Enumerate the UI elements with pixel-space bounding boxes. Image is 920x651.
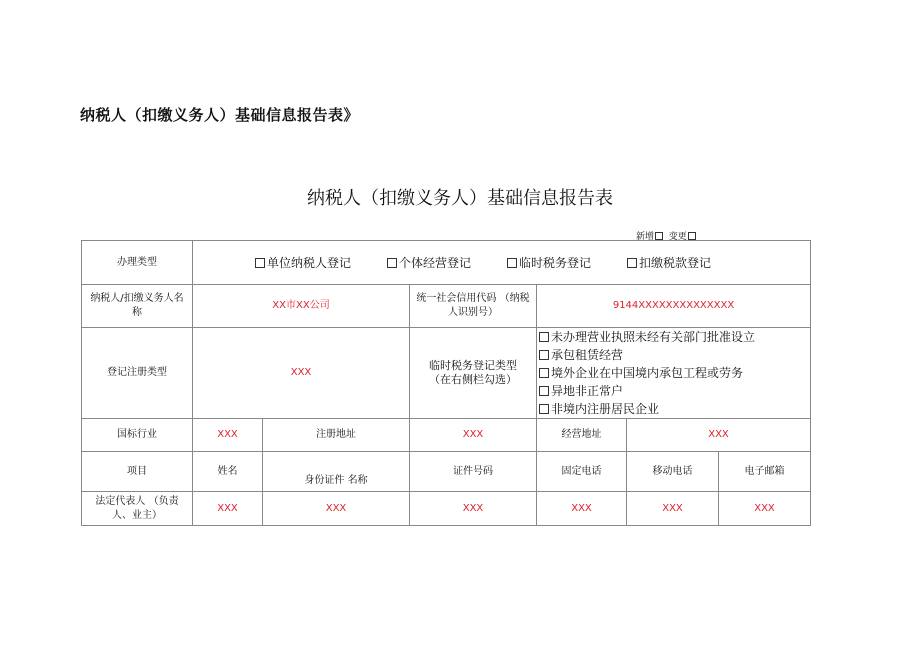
legal-rep-id-type[interactable]: XXX (263, 492, 410, 526)
new-label: 新增 (636, 232, 655, 242)
checkbox-icon[interactable] (387, 258, 397, 268)
credit-code-value[interactable]: 9144XXXXXXXXXXXXXX (537, 285, 811, 328)
header-email: 电子邮箱 (719, 452, 811, 492)
credit-code-label: 统一社会信用代码 （纳税人识别号） (410, 285, 537, 328)
registered-address-label: 注册地址 (263, 419, 410, 452)
taxpayer-name-label: 纳税人/扣缴义务人名称 (82, 285, 193, 328)
checkbox-icon[interactable] (255, 258, 265, 268)
industry-label: 国标行业 (82, 419, 193, 452)
legal-rep-id-number[interactable]: XXX (410, 492, 537, 526)
legal-rep-phone[interactable]: XXX (537, 492, 627, 526)
header-name: 姓名 (193, 452, 263, 492)
checkbox-icon[interactable] (507, 258, 517, 268)
temp-option[interactable]: 异地非正常户 (539, 382, 808, 400)
registration-type-value[interactable]: XXX (193, 328, 410, 419)
temp-option[interactable]: 承包租赁经营 (539, 346, 808, 364)
legal-rep-name[interactable]: XXX (193, 492, 263, 526)
checkbox-icon[interactable] (539, 350, 549, 360)
registration-type-row (82, 328, 811, 419)
change-checkbox[interactable] (688, 232, 696, 240)
industry-row (82, 419, 811, 452)
registration-type-label: 登记注册类型 (82, 328, 193, 419)
form-title: 纳税人（扣缴义务人）基础信息报告表 (307, 188, 613, 209)
document-title: 纳税人（扣缴义务人）基础信息报告表》 (80, 106, 360, 124)
header-item: 项目 (82, 452, 193, 492)
temp-registration-type-label: 临时税务登记类型 （在右侧栏勾选） (410, 328, 537, 419)
header-row (82, 452, 811, 492)
option-temporary-registration[interactable]: 临时税务登记 (507, 256, 591, 270)
checkbox-icon[interactable] (539, 404, 549, 414)
temp-registration-options (537, 328, 811, 419)
legal-rep-label: 法定代表人 （负责人、业主） (82, 492, 193, 526)
option-unit-taxpayer[interactable]: 单位纳税人登记 (255, 256, 351, 270)
handling-type-label: 办理类型 (82, 241, 193, 285)
temp-option[interactable]: 未办理营业执照未经有关部门批准设立 (539, 328, 808, 346)
option-withholding-registration[interactable]: 扣缴税款登记 (627, 256, 711, 270)
legal-rep-row (82, 492, 811, 526)
checkbox-icon[interactable] (539, 368, 549, 378)
industry-value[interactable]: XXX (193, 419, 263, 452)
taxpayer-name-value[interactable]: XX市XX公司 (193, 285, 410, 328)
info-form-table (81, 240, 811, 526)
handling-type-row (82, 241, 811, 285)
option-individual-business[interactable]: 个体经营登记 (387, 256, 471, 270)
header-mobile: 移动电话 (627, 452, 719, 492)
temp-option[interactable]: 境外企业在中国境内承包工程或劳务 (539, 364, 808, 382)
new-checkbox[interactable] (655, 232, 663, 240)
registered-address-value[interactable]: XXX (410, 419, 537, 452)
header-id-number: 证件号码 (410, 452, 537, 492)
checkbox-icon[interactable] (627, 258, 637, 268)
business-address-value[interactable]: XXX (627, 419, 811, 452)
taxpayer-name-row (82, 285, 811, 328)
checkbox-icon[interactable] (539, 332, 549, 342)
header-phone: 固定电话 (537, 452, 627, 492)
legal-rep-mobile[interactable]: XXX (627, 492, 719, 526)
change-label: 变更 (668, 232, 687, 242)
legal-rep-email[interactable]: XXX (719, 492, 811, 526)
business-address-label: 经营地址 (537, 419, 627, 452)
handling-type-options (193, 241, 811, 285)
temp-option[interactable]: 非境内注册居民企业 (539, 400, 808, 418)
header-id-type: 身份证件 名称 (263, 452, 410, 492)
checkbox-icon[interactable] (539, 386, 549, 396)
